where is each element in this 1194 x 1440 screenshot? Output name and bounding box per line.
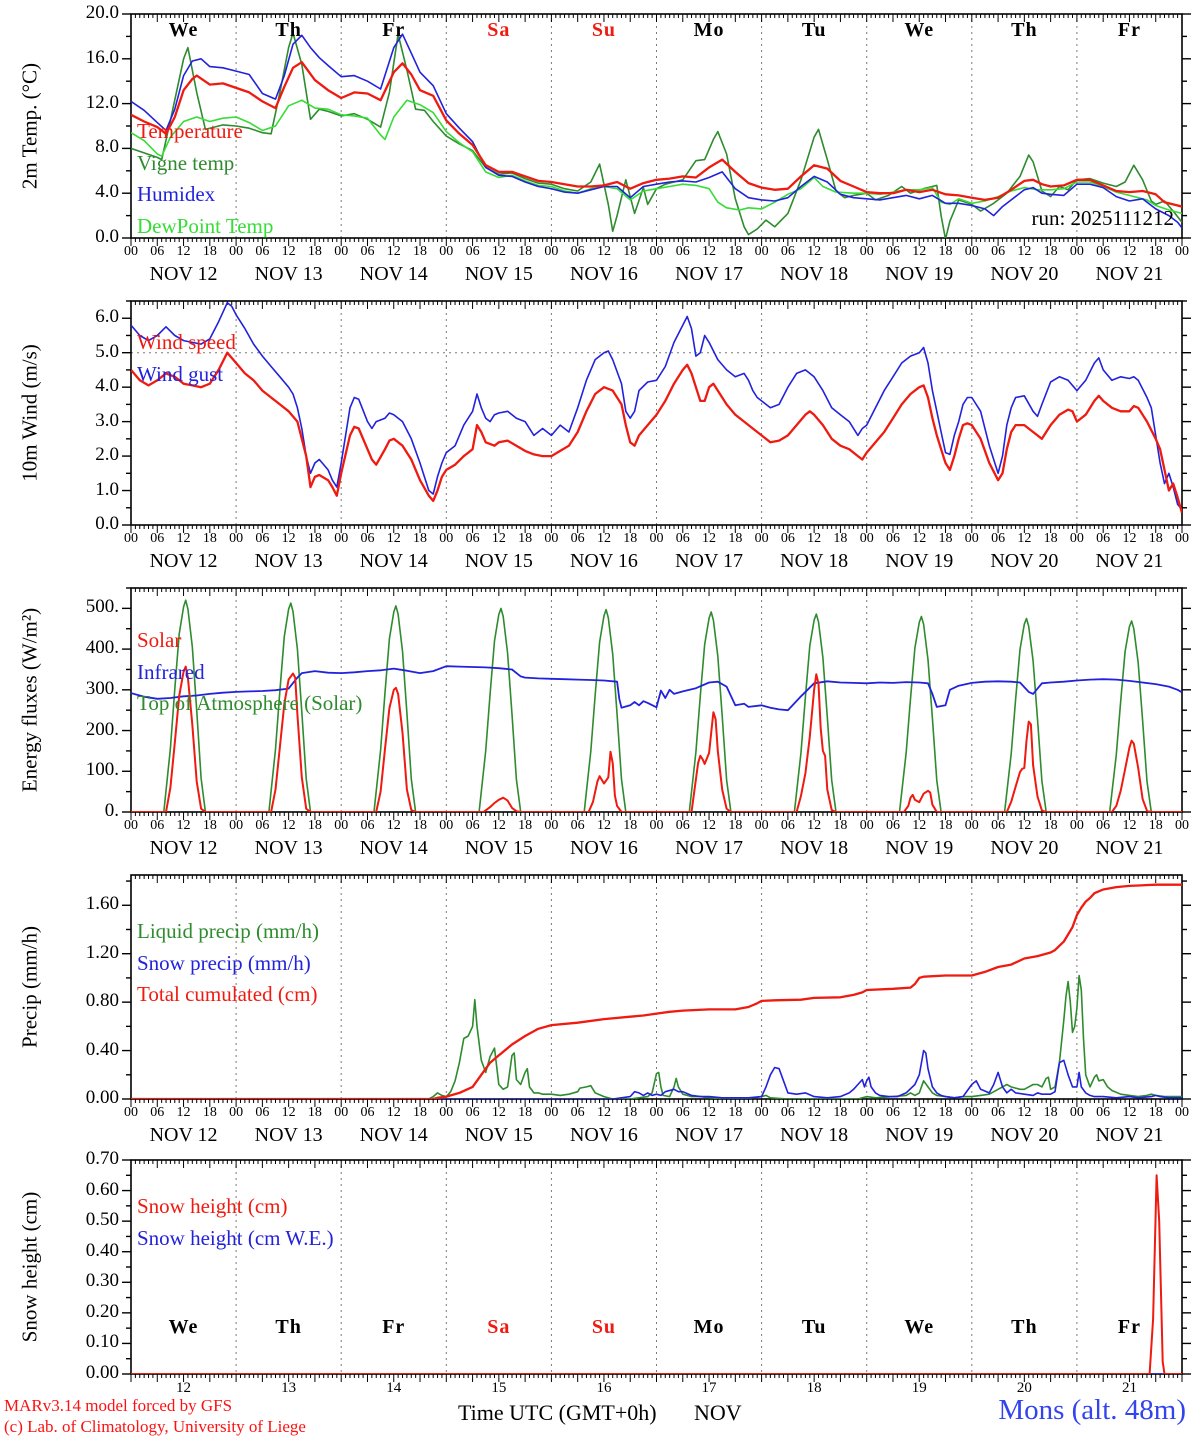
hour-label: 18 bbox=[728, 818, 743, 833]
hour-label: 12 bbox=[912, 1105, 927, 1120]
ytick-label: 6.0 bbox=[95, 306, 119, 328]
day-name-label: Tu bbox=[801, 1316, 827, 1338]
legend-total-cumulated-cm: Total cumulated (cm) bbox=[137, 982, 318, 1006]
day-number-label: 16 bbox=[596, 1380, 612, 1396]
hour-label: 18 bbox=[202, 818, 217, 833]
ytick-label: 4.0 bbox=[95, 375, 119, 397]
hour-label: 00 bbox=[544, 244, 559, 259]
hour-label: 18 bbox=[1148, 818, 1163, 833]
legend-infrared: Infrared bbox=[137, 659, 205, 684]
hour-label: 18 bbox=[728, 244, 743, 259]
ytick-label: 0.40 bbox=[85, 1239, 119, 1261]
hour-label: 06 bbox=[991, 1105, 1006, 1120]
hour-label: 00 bbox=[649, 531, 664, 546]
hour-label: 00 bbox=[1175, 244, 1189, 259]
hour-label: 06 bbox=[465, 531, 480, 546]
hour-label: 06 bbox=[675, 531, 690, 546]
hour-label: 12 bbox=[596, 1105, 611, 1120]
hour-label: 00 bbox=[754, 1105, 769, 1120]
hour-label: 06 bbox=[885, 531, 900, 546]
hour-label: 00 bbox=[334, 818, 349, 833]
hour-label: 00 bbox=[1175, 818, 1189, 833]
hour-label: 06 bbox=[991, 244, 1006, 259]
hour-label: 12 bbox=[1122, 818, 1137, 833]
hour-label: 00 bbox=[334, 244, 349, 259]
precip-axis-title: Precip (mm/h) bbox=[17, 926, 42, 1048]
hour-label: 12 bbox=[912, 818, 927, 833]
hour-label: 18 bbox=[518, 531, 533, 546]
hour-label: 06 bbox=[570, 818, 585, 833]
hour-label: 12 bbox=[596, 818, 611, 833]
model-credit-line: MARv3.14 model forced by GFS bbox=[4, 1396, 233, 1415]
legend-snow-precip-mm-h: Snow precip (mm/h) bbox=[137, 950, 311, 975]
day-name-label: Th bbox=[275, 1316, 302, 1338]
date-label: NOV 21 bbox=[1095, 837, 1164, 859]
hour-label: 18 bbox=[833, 244, 848, 259]
hour-label: 00 bbox=[649, 818, 664, 833]
date-label: NOV 16 bbox=[569, 837, 638, 859]
ytick-label: 3.0 bbox=[95, 409, 119, 431]
ytick-label: 0.60 bbox=[85, 1178, 119, 1200]
hour-label: 12 bbox=[281, 244, 296, 259]
run-label: run: 2025111212 bbox=[1031, 206, 1174, 230]
date-label: NOV 13 bbox=[254, 263, 323, 285]
legend-snow-height-cm-w-e: Snow height (cm W.E.) bbox=[137, 1225, 334, 1250]
day-name-label: Mo bbox=[693, 19, 725, 41]
hour-label: 18 bbox=[728, 1105, 743, 1120]
legend-top-of-atmosphere-solar: Top of Atmosphere (Solar) bbox=[137, 691, 363, 715]
hour-label: 00 bbox=[1175, 531, 1189, 546]
date-label: NOV 17 bbox=[675, 550, 744, 572]
hour-label: 00 bbox=[1069, 1105, 1084, 1120]
ytick-label: 300. bbox=[85, 677, 119, 699]
hour-label: 00 bbox=[544, 818, 559, 833]
hour-label: 12 bbox=[386, 1105, 401, 1120]
hour-label: 00 bbox=[229, 531, 244, 546]
day-number-label: 21 bbox=[1121, 1380, 1137, 1396]
hour-label: 12 bbox=[281, 1105, 296, 1120]
hour-label: 12 bbox=[702, 531, 717, 546]
ytick-label: 4.0 bbox=[95, 181, 119, 203]
ytick-label: 2.0 bbox=[95, 444, 119, 466]
hour-label: 12 bbox=[281, 818, 296, 833]
ytick-label: 100. bbox=[85, 759, 119, 781]
hour-label: 18 bbox=[1043, 818, 1058, 833]
ytick-label: 0.20 bbox=[85, 1300, 119, 1322]
hour-label: 00 bbox=[334, 531, 349, 546]
hour-label: 00 bbox=[859, 1105, 874, 1120]
hour-label: 00 bbox=[859, 818, 874, 833]
ytick-label: 500. bbox=[85, 596, 119, 618]
day-number-label: 19 bbox=[911, 1380, 927, 1396]
ytick-label: 0.40 bbox=[85, 1038, 119, 1060]
legend-temperature: Temperature bbox=[137, 119, 243, 143]
hour-label: 00 bbox=[649, 244, 664, 259]
hour-label: 18 bbox=[202, 531, 217, 546]
date-label: NOV 12 bbox=[149, 837, 218, 859]
hour-label: 18 bbox=[413, 244, 428, 259]
month-label: NOV bbox=[694, 1400, 742, 1425]
hour-label: 12 bbox=[1017, 818, 1032, 833]
hour-label: 18 bbox=[307, 1105, 322, 1120]
legend-wind-gust: Wind gust bbox=[137, 361, 224, 386]
hour-label: 06 bbox=[465, 818, 480, 833]
hour-label: 06 bbox=[885, 1105, 900, 1120]
time-axis-label: Time UTC (GMT+0h) bbox=[458, 1400, 657, 1425]
hour-label: 18 bbox=[202, 244, 217, 259]
hour-label: 06 bbox=[150, 244, 165, 259]
legend-solar: Solar bbox=[137, 628, 182, 652]
day-name-label: We bbox=[168, 19, 199, 41]
date-label: NOV 16 bbox=[569, 263, 638, 285]
hour-label: 00 bbox=[754, 531, 769, 546]
hour-label: 18 bbox=[307, 531, 322, 546]
date-label: NOV 13 bbox=[254, 550, 323, 572]
hour-label: 18 bbox=[518, 244, 533, 259]
hour-label: 06 bbox=[991, 818, 1006, 833]
day-name-label: Th bbox=[275, 19, 302, 41]
date-label: NOV 17 bbox=[675, 837, 744, 859]
day-name-label: Fr bbox=[382, 19, 406, 41]
hour-label: 18 bbox=[938, 531, 953, 546]
hour-label: 18 bbox=[1043, 1105, 1058, 1120]
hour-label: 06 bbox=[780, 818, 795, 833]
hour-label: 12 bbox=[491, 1105, 506, 1120]
hour-label: 00 bbox=[439, 531, 454, 546]
snow-axis-title: Snow height (cm) bbox=[17, 1191, 42, 1343]
hour-label: 06 bbox=[150, 1105, 165, 1120]
day-name-label: Mo bbox=[693, 1316, 725, 1338]
hour-label: 00 bbox=[229, 1105, 244, 1120]
ytick-label: 0.0 bbox=[95, 226, 119, 247]
ytick-label: 0.00 bbox=[85, 1087, 119, 1108]
ytick-label: 400. bbox=[85, 637, 119, 659]
day-number-label: 17 bbox=[701, 1380, 717, 1396]
hour-label: 18 bbox=[1148, 1105, 1163, 1120]
hour-label: 06 bbox=[780, 531, 795, 546]
hour-label: 18 bbox=[518, 1105, 533, 1120]
hour-label: 12 bbox=[491, 531, 506, 546]
hour-label: 00 bbox=[124, 1105, 138, 1120]
hour-label: 00 bbox=[1069, 244, 1084, 259]
hour-label: 18 bbox=[938, 1105, 953, 1120]
hour-label: 18 bbox=[833, 818, 848, 833]
hour-label: 12 bbox=[912, 244, 927, 259]
hour-label: 06 bbox=[360, 1105, 375, 1120]
ytick-label: 5.0 bbox=[95, 340, 119, 362]
date-label: NOV 19 bbox=[885, 837, 954, 859]
hour-label: 06 bbox=[570, 244, 585, 259]
hour-label: 06 bbox=[885, 818, 900, 833]
date-label: NOV 15 bbox=[464, 263, 533, 285]
hour-label: 12 bbox=[596, 531, 611, 546]
hour-label: 00 bbox=[964, 818, 979, 833]
day-name-label: Su bbox=[591, 1316, 617, 1338]
hour-label: 18 bbox=[1043, 531, 1058, 546]
date-label: NOV 16 bbox=[569, 1124, 638, 1146]
hour-label: 12 bbox=[491, 818, 506, 833]
hour-label: 06 bbox=[360, 244, 375, 259]
hour-label: 06 bbox=[360, 531, 375, 546]
hour-label: 06 bbox=[1096, 1105, 1111, 1120]
date-label: NOV 18 bbox=[780, 1124, 849, 1146]
hour-label: 06 bbox=[780, 1105, 795, 1120]
hour-label: 00 bbox=[124, 531, 138, 546]
day-number-label: 18 bbox=[806, 1380, 822, 1396]
hour-label: 06 bbox=[465, 244, 480, 259]
ytick-label: 1.0 bbox=[95, 478, 119, 500]
ytick-label: 0.0 bbox=[95, 513, 119, 534]
hour-label: 18 bbox=[518, 818, 533, 833]
hour-label: 06 bbox=[570, 1105, 585, 1120]
hour-label: 06 bbox=[1096, 531, 1111, 546]
hour-label: 06 bbox=[255, 1105, 270, 1120]
legend-vigne-temp: Vigne temp bbox=[137, 150, 235, 175]
ytick-label: 0.30 bbox=[85, 1270, 119, 1292]
temp-axis-title: 2m Temp. (°C) bbox=[17, 62, 42, 190]
ytick-label: 200. bbox=[85, 718, 119, 740]
hour-label: 00 bbox=[1069, 818, 1084, 833]
ytick-label: 1.20 bbox=[85, 941, 119, 963]
date-label: NOV 15 bbox=[464, 837, 533, 859]
hour-label: 12 bbox=[596, 244, 611, 259]
hour-label: 12 bbox=[176, 818, 191, 833]
date-label: NOV 19 bbox=[885, 263, 954, 285]
hour-label: 18 bbox=[938, 818, 953, 833]
hour-label: 12 bbox=[176, 1105, 191, 1120]
date-label: NOV 20 bbox=[990, 837, 1059, 859]
hour-label: 18 bbox=[833, 531, 848, 546]
day-number-label: 14 bbox=[386, 1380, 402, 1396]
hour-label: 00 bbox=[754, 244, 769, 259]
hour-label: 00 bbox=[1069, 531, 1084, 546]
date-label: NOV 18 bbox=[780, 837, 849, 859]
hour-label: 00 bbox=[544, 1105, 559, 1120]
hour-label: 18 bbox=[307, 244, 322, 259]
legend-snow-height-cm: Snow height (cm) bbox=[137, 1194, 288, 1218]
ytick-label: 12.0 bbox=[85, 91, 119, 113]
date-label: NOV 19 bbox=[885, 1124, 954, 1146]
day-name-label: Th bbox=[1011, 19, 1038, 41]
date-label: NOV 15 bbox=[464, 1124, 533, 1146]
day-name-label: Fr bbox=[382, 1316, 406, 1338]
hour-label: 12 bbox=[386, 818, 401, 833]
hour-label: 12 bbox=[807, 244, 822, 259]
day-name-label: Th bbox=[1011, 1316, 1038, 1338]
legend-dewpoint-temp: DewPoint Temp bbox=[137, 213, 274, 238]
hour-label: 12 bbox=[1017, 531, 1032, 546]
date-label: NOV 14 bbox=[359, 550, 428, 572]
hour-label: 00 bbox=[439, 1105, 454, 1120]
hour-label: 18 bbox=[623, 818, 638, 833]
hour-label: 00 bbox=[649, 1105, 664, 1120]
hour-label: 00 bbox=[1175, 1105, 1189, 1120]
hour-label: 00 bbox=[334, 1105, 349, 1120]
legend-humidex: Humidex bbox=[137, 182, 216, 206]
hour-label: 12 bbox=[1122, 244, 1137, 259]
hour-label: 00 bbox=[964, 244, 979, 259]
hour-label: 12 bbox=[807, 818, 822, 833]
date-label: NOV 21 bbox=[1095, 263, 1164, 285]
hour-label: 06 bbox=[1096, 818, 1111, 833]
hour-label: 06 bbox=[675, 244, 690, 259]
date-label: NOV 12 bbox=[149, 1124, 218, 1146]
day-number-label: 12 bbox=[176, 1380, 192, 1396]
hour-label: 18 bbox=[623, 244, 638, 259]
hour-label: 06 bbox=[255, 244, 270, 259]
hour-label: 06 bbox=[255, 818, 270, 833]
hour-label: 06 bbox=[991, 531, 1006, 546]
hour-label: 00 bbox=[439, 244, 454, 259]
lab-credit-line: (c) Lab. of Climatology, University of Liege bbox=[4, 1417, 306, 1436]
hour-label: 18 bbox=[1148, 244, 1163, 259]
date-label: NOV 20 bbox=[990, 1124, 1059, 1146]
flux-axis-title: Energy fluxes (W/m²) bbox=[17, 607, 42, 793]
date-label: NOV 14 bbox=[359, 837, 428, 859]
ytick-label: 1.60 bbox=[85, 893, 119, 915]
ytick-label: 0.50 bbox=[85, 1209, 119, 1231]
day-name-label: Fr bbox=[1117, 1316, 1141, 1338]
hour-label: 18 bbox=[413, 531, 428, 546]
hour-label: 12 bbox=[702, 1105, 717, 1120]
ytick-label: 0.00 bbox=[85, 1362, 119, 1383]
hour-label: 12 bbox=[491, 244, 506, 259]
day-number-label: 20 bbox=[1016, 1380, 1032, 1396]
hour-label: 06 bbox=[150, 818, 165, 833]
hour-label: 00 bbox=[229, 244, 244, 259]
day-number-label: 15 bbox=[491, 1380, 507, 1396]
date-label: NOV 14 bbox=[359, 263, 428, 285]
hour-label: 12 bbox=[176, 244, 191, 259]
day-name-label: Sa bbox=[487, 1316, 511, 1338]
hour-label: 12 bbox=[386, 531, 401, 546]
hour-label: 00 bbox=[754, 818, 769, 833]
hour-label: 18 bbox=[413, 818, 428, 833]
hour-label: 06 bbox=[255, 531, 270, 546]
ytick-label: 0. bbox=[104, 800, 119, 821]
day-name-label: Su bbox=[591, 19, 617, 41]
hour-label: 00 bbox=[964, 1105, 979, 1120]
hour-label: 06 bbox=[465, 1105, 480, 1120]
hour-label: 18 bbox=[413, 1105, 428, 1120]
date-label: NOV 14 bbox=[359, 1124, 428, 1146]
day-name-label: Tu bbox=[801, 19, 827, 41]
ytick-label: 8.0 bbox=[95, 136, 119, 158]
date-label: NOV 20 bbox=[990, 263, 1059, 285]
date-label: NOV 13 bbox=[254, 837, 323, 859]
hour-label: 00 bbox=[439, 818, 454, 833]
hour-label: 06 bbox=[885, 244, 900, 259]
day-name-label: Fr bbox=[1117, 19, 1141, 41]
hour-label: 12 bbox=[807, 1105, 822, 1120]
hour-label: 12 bbox=[807, 531, 822, 546]
hour-label: 00 bbox=[859, 531, 874, 546]
day-name-label: We bbox=[904, 1316, 935, 1338]
date-label: NOV 18 bbox=[780, 263, 849, 285]
ytick-label: 0.70 bbox=[85, 1148, 119, 1169]
hour-label: 18 bbox=[728, 531, 743, 546]
hour-label: 06 bbox=[675, 818, 690, 833]
hour-label: 18 bbox=[623, 1105, 638, 1120]
hour-label: 00 bbox=[124, 244, 138, 259]
hour-label: 12 bbox=[386, 244, 401, 259]
hour-label: 06 bbox=[780, 244, 795, 259]
date-label: NOV 16 bbox=[569, 550, 638, 572]
hour-label: 12 bbox=[281, 531, 296, 546]
legend-liquid-precip-mm-h: Liquid precip (mm/h) bbox=[137, 919, 319, 943]
hour-label: 12 bbox=[1122, 1105, 1137, 1120]
ytick-label: 20.0 bbox=[85, 2, 119, 23]
ytick-label: 0.80 bbox=[85, 990, 119, 1012]
day-name-label: Sa bbox=[487, 19, 511, 41]
hour-label: 18 bbox=[938, 244, 953, 259]
day-name-label: We bbox=[168, 1316, 199, 1338]
legend-wind-speed: Wind speed bbox=[137, 330, 236, 354]
hour-label: 12 bbox=[702, 244, 717, 259]
date-label: NOV 21 bbox=[1095, 1124, 1164, 1146]
wind-axis-title: 10m Wind (m/s) bbox=[17, 344, 42, 482]
hour-label: 18 bbox=[1043, 244, 1058, 259]
hour-label: 00 bbox=[229, 818, 244, 833]
hour-label: 18 bbox=[623, 531, 638, 546]
date-label: NOV 21 bbox=[1095, 550, 1164, 572]
hour-label: 00 bbox=[859, 244, 874, 259]
hour-label: 00 bbox=[964, 531, 979, 546]
hour-label: 12 bbox=[176, 531, 191, 546]
station-label: Mons (alt. 48m) bbox=[998, 1394, 1186, 1426]
hour-label: 06 bbox=[1096, 244, 1111, 259]
day-name-label: We bbox=[904, 19, 935, 41]
date-label: NOV 18 bbox=[780, 550, 849, 572]
date-label: NOV 15 bbox=[464, 550, 533, 572]
date-label: NOV 19 bbox=[885, 550, 954, 572]
hour-label: 12 bbox=[702, 818, 717, 833]
hour-label: 12 bbox=[912, 531, 927, 546]
hour-label: 06 bbox=[360, 818, 375, 833]
hour-label: 00 bbox=[544, 531, 559, 546]
date-label: NOV 17 bbox=[675, 1124, 744, 1146]
date-label: NOV 13 bbox=[254, 1124, 323, 1146]
hour-label: 00 bbox=[124, 818, 138, 833]
date-label: NOV 12 bbox=[149, 263, 218, 285]
hour-label: 06 bbox=[150, 531, 165, 546]
ytick-label: 16.0 bbox=[85, 46, 119, 68]
hour-label: 18 bbox=[833, 1105, 848, 1120]
hour-label: 18 bbox=[202, 1105, 217, 1120]
wind-series-wind-gust bbox=[131, 303, 1182, 510]
hour-label: 12 bbox=[1017, 1105, 1032, 1120]
ytick-label: 0.10 bbox=[85, 1331, 119, 1353]
date-label: NOV 20 bbox=[990, 550, 1059, 572]
hour-label: 18 bbox=[307, 818, 322, 833]
hour-label: 18 bbox=[1148, 531, 1163, 546]
hour-label: 12 bbox=[1122, 531, 1137, 546]
hour-label: 06 bbox=[675, 1105, 690, 1120]
hour-label: 06 bbox=[570, 531, 585, 546]
hour-label: 12 bbox=[1017, 244, 1032, 259]
date-label: NOV 17 bbox=[675, 263, 744, 285]
day-number-label: 13 bbox=[281, 1380, 297, 1396]
date-label: NOV 12 bbox=[149, 550, 218, 572]
